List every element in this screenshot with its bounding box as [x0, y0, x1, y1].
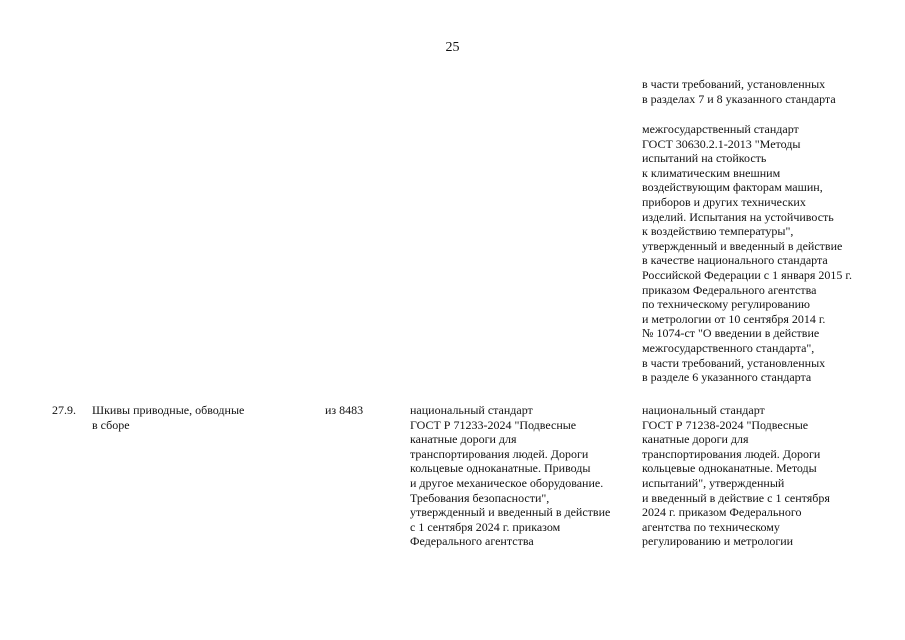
continuation-text: в части требований, установленных в разделах 7 и 8 указанного стандарта — [642, 77, 836, 106]
product-name: Шкивы приводные, обводные в сборе — [92, 403, 245, 432]
tn-ved-code: из 8483 — [325, 403, 364, 417]
test-method-standard: национальный стандарт ГОСТ Р 71238-2024 "Подвесные канатные дороги для транспортирования людей. Дороги кольцевые одноканатные. Методы испытаний", утвержденный и введенный в действие с 1 сентября 2024 г. приказом Федерального агентства по техническому регулированию и метрологии — [642, 403, 830, 549]
page-number: 25 — [445, 40, 460, 55]
requirements-standard: национальный стандарт ГОСТ Р 71233-2024 "Подвесные канатные дороги для транспортирования людей. Дороги кольцевые одноканатные. Приводы и другое механическое оборудование. Требования безопасности", утвержденный и введенный в действие с 1 сентября 2024 г. приказом Федерального агентства — [410, 403, 611, 549]
continuation-standard: межгосударственный стандарт ГОСТ 30630.2.1-2013 "Методы испытаний на стойкость к климатическим внешним воздействующим факторам машин, приборов и других технических изделий. Испытания на устойчивость к воздействию температуры", утвержденный и введенный в действие в качестве национального стандарта Российской Федерации с 1 января 2015 г. приказом Федерального агентства по техническому регулированию и метрологии от 10 сентября 2014 г. № 1074-ст "О введении в действие межгосударственного стандарта", в части требований, установленных в разделе 6 указанного стандарта — [642, 122, 852, 385]
row-number: 27.9. — [52, 403, 76, 417]
